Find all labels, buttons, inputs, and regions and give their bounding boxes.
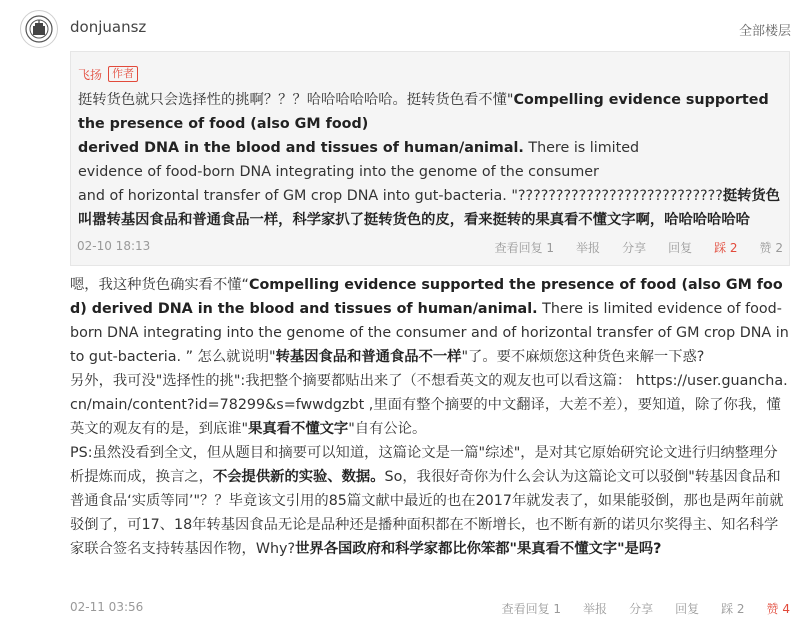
share-button[interactable]: 分享	[629, 602, 654, 616]
reply-button[interactable]: 回复	[675, 602, 700, 616]
report-button[interactable]: 举报	[576, 241, 601, 255]
reply-text: 嗯，我这种货色确实看不懂“Compelling evidence supported the presence of food (also GM food) derived DNA in the blood and tissues of human/animal. There is limited evidence of food-born DNA integrating into the genome of the consumer and of horizontal transfer of GM crop DNA into gut-bacteria. ” 怎么就说明"转基因食品和普通食品不一样"了。要不麻烦您这种货色来解一下惑? 另外，我可没"选择性的挑":我把整个摘要都贴出来了（不想看英文的观友也可以看这篇： https://user.guancha.cn/main/content?id=78299&s=fwwdgzbt ,里面有整个摘要的中文翻译，大差不差），要知道，除了你我，懂英文的观友有的是，到底谁"果真看不懂文字"自有公论。 PS:虽然没看到全文，但从题目和摘要可以知道，这篇论文是一篇"综述"，是对其它原始研究论文进行归纳整理分析提炼而成，换言之，不会提供新的实验、数据。So，我很好奇你为什么会认为这篇论文可以驳倒"转基因食品和普通食品‘实质等同’"？？毕竟该文引用的85篇文献中最近的也在2017年就发表了，如果能驳倒，那也是两年前就驳倒了，可17、18年转基因食品无论是品种还是播种面积都在不断增长，也不断有新的诺贝尔奖得主、知名科学家联合签名支持转基因作物，Why?世界各国政府和科学家都比你笨都"果真看不懂文字"是吗?	[70, 277, 789, 557]
quote-meta	[71, 237, 789, 257]
quoted-comment	[70, 51, 790, 266]
author-badge: 作者	[108, 66, 138, 82]
share-button[interactable]: 分享	[622, 241, 647, 255]
quote-timestamp: 02-10 18:13	[77, 239, 151, 253]
reply-timestamp: 02-11 03:56	[70, 600, 144, 614]
reply-meta	[70, 598, 790, 618]
view-replies-link[interactable]: 查看回复 1	[501, 602, 562, 616]
view-replies-link[interactable]: 查看回复 1	[494, 241, 555, 255]
report-button[interactable]: 举报	[583, 602, 608, 616]
like-button[interactable]: 赞 2	[759, 241, 783, 255]
avatar-emblem-icon	[24, 14, 54, 44]
dislike-button[interactable]: 踩 2	[721, 602, 745, 616]
like-button[interactable]: 赞 4	[766, 602, 790, 616]
dislike-button[interactable]: 踩 2	[714, 241, 738, 255]
quote-author[interactable]: 飞扬	[78, 67, 103, 82]
all-floors-link[interactable]: 全部楼层	[738, 24, 791, 39]
reply-button[interactable]: 回复	[668, 241, 693, 255]
quote-text: 挺转货色就只会选择性的挑啊？？？哈哈哈哈哈哈。挺转货色看不懂"Compelling evidence supported the presence of food (also GM food) derived DNA in the blood and tissues of human/animal. There is limited evidence of food-born DNA integrating into the genome of the consumer and of horizontal transfer of GM crop DNA into gut-bacteria. "???????????????????????????挺转货色叫嚣转基因食品和普通食品一样，科学家扒了挺转货色的皮，看来挺转的果真看不懂文字啊，哈哈哈哈哈哈	[78, 92, 781, 228]
username[interactable]: donjuansz	[70, 18, 147, 36]
avatar[interactable]	[20, 10, 58, 48]
